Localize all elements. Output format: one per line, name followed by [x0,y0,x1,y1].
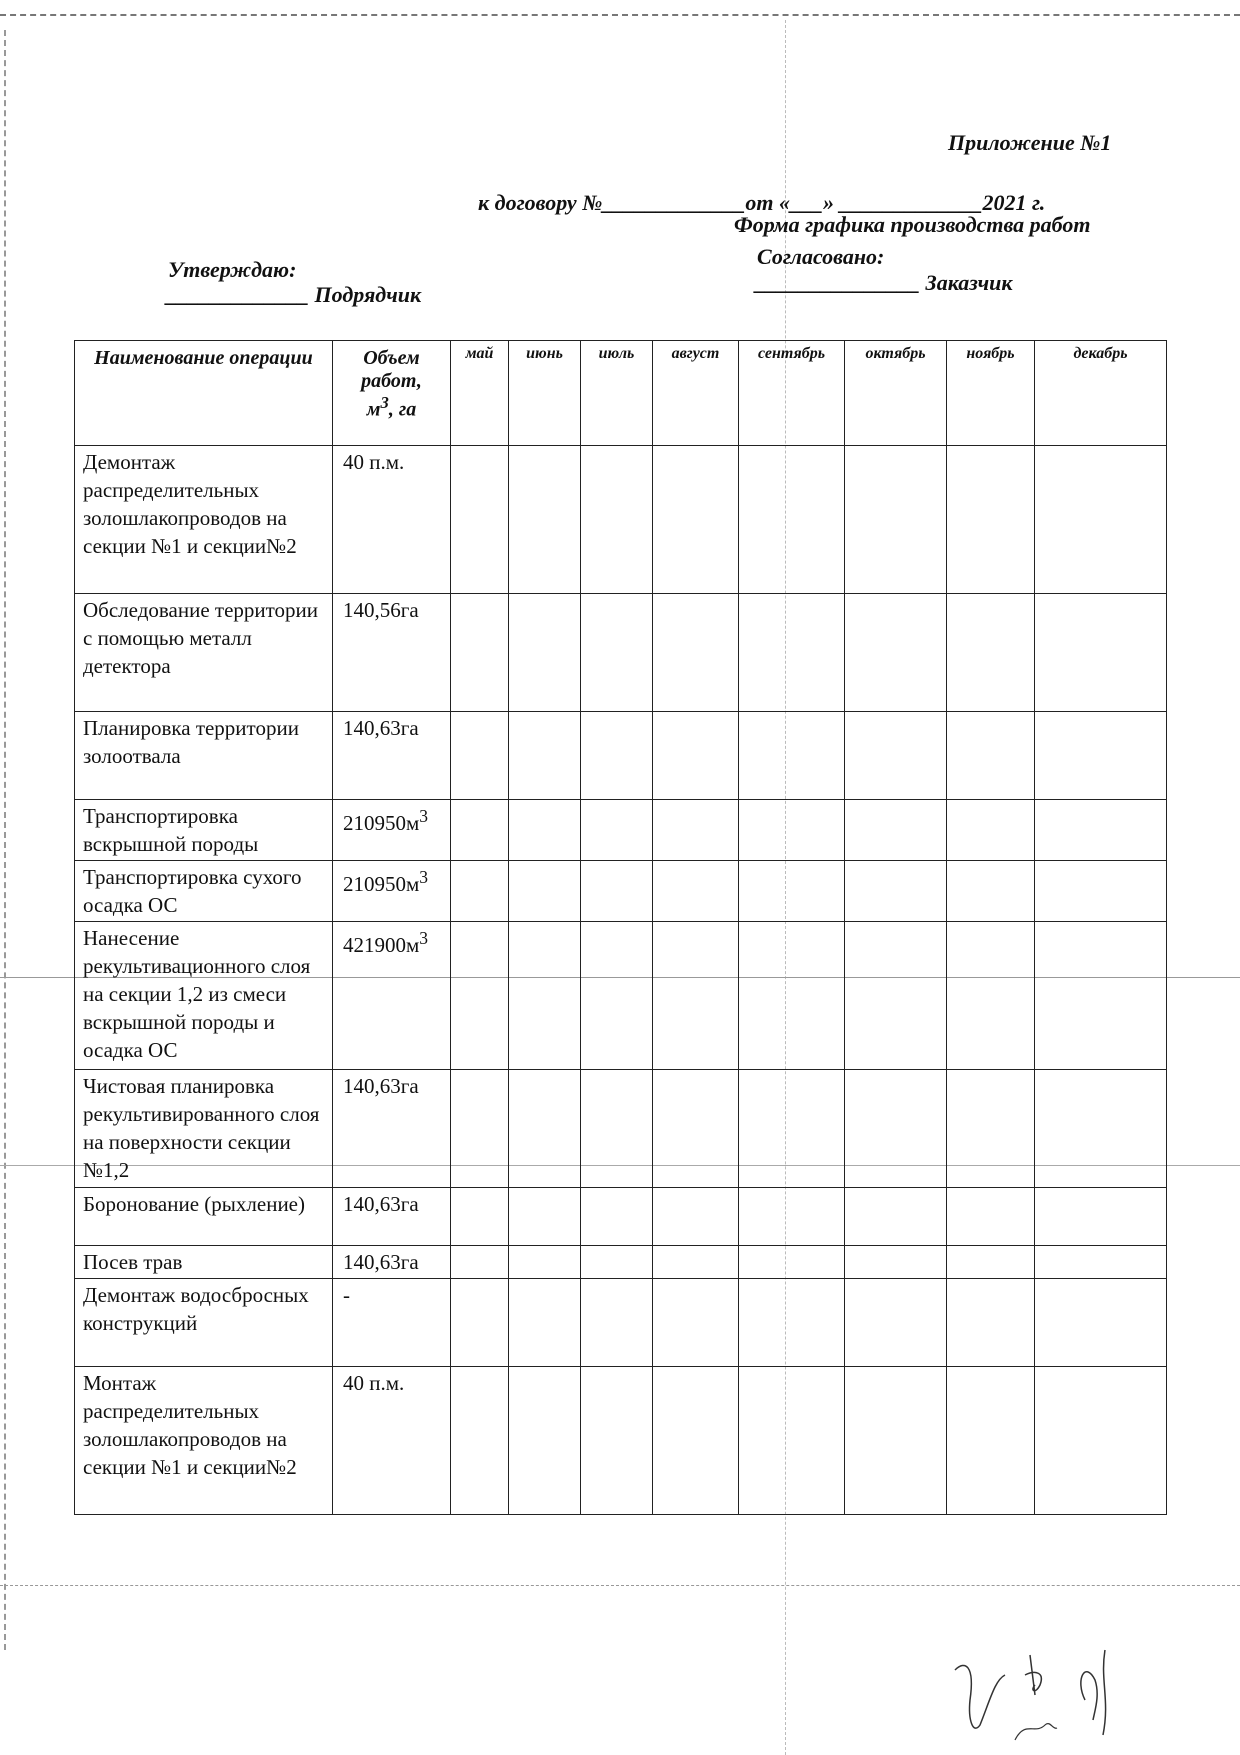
volume-header-sup: 3 [380,393,389,412]
month-cell [509,861,581,922]
month-cell [451,1188,509,1246]
month-cell [1035,1070,1167,1188]
handwritten-signatures-icon [935,1640,1175,1750]
operation-cell: Боронование (рыхление) [75,1188,333,1246]
table-row [75,922,1167,1070]
month-cell [581,861,653,922]
volume-cell [333,800,451,861]
volume-value: 140,63га [343,716,419,740]
month-cell [653,861,739,922]
table-row [75,712,1167,800]
month-cell [1035,1279,1167,1367]
month-cell [947,861,1035,922]
scan-border-top [0,14,1240,16]
volume-cell [333,1367,451,1515]
approve-label: Утверждаю: [168,257,297,282]
volume-cell [333,1246,451,1279]
month-cell [581,446,653,594]
volume-cell [333,1188,451,1246]
month-cell [739,1367,845,1515]
form-title: Форма графика производства работ [734,212,1091,237]
operation-cell: Обследование территории с помощью металл детектора [75,594,333,712]
month-cell [653,446,739,594]
month-cell [739,1070,845,1188]
column-header-month: ноябрь [947,341,1035,446]
table-row [75,1070,1167,1188]
month-cell [845,922,947,1070]
month-cell [1035,1367,1167,1515]
month-cell [947,712,1035,800]
volume-superscript: 3 [419,806,429,826]
volume-value: 210950м [343,872,420,896]
month-cell [509,446,581,594]
month-cell [581,922,653,1070]
month-cell [1035,861,1167,922]
month-cell [653,594,739,712]
month-cell [1035,712,1167,800]
month-cell [653,1188,739,1246]
month-cell [845,1367,947,1515]
month-cell [451,1070,509,1188]
volume-value: 40 п.м. [343,1371,405,1395]
month-cell [739,1279,845,1367]
month-cell [653,712,739,800]
column-header-month: май [451,341,509,446]
month-cell [653,800,739,861]
month-cell [739,800,845,861]
month-cell [845,594,947,712]
operation-cell: Планировка территории золоотвала [75,712,333,800]
month-cell [739,861,845,922]
volume-value: 421900м [343,933,420,957]
month-cell [947,1070,1035,1188]
contractor-signature-line: _____________ Подрядчик [166,282,422,307]
month-cell [845,861,947,922]
column-header-month: сентябрь [739,341,845,446]
month-cell [1035,594,1167,712]
volume-value: 140,63га [343,1192,419,1216]
column-header-month: август [653,341,739,446]
month-cell [509,800,581,861]
month-cell [1035,446,1167,594]
operation-cell: Транспортировка сухого осадка ОС [75,861,333,922]
volume-value: 140,56га [343,598,419,622]
month-cell [1035,1188,1167,1246]
volume-superscript: 3 [419,928,429,948]
month-cell [581,594,653,712]
month-cell [947,800,1035,861]
table-header-row [75,341,1167,446]
table-row [75,594,1167,712]
month-cell [451,594,509,712]
table-row [75,1246,1167,1279]
month-cell [581,712,653,800]
month-cell [451,861,509,922]
month-cell [581,800,653,861]
customer-signature-line: _______________ Заказчик [755,270,1013,295]
month-cell [947,1279,1035,1367]
month-cell [509,1367,581,1515]
month-cell [581,1246,653,1279]
volume-header-tail: , га [388,398,417,421]
month-cell [947,922,1035,1070]
month-cell [451,1246,509,1279]
month-cell [653,1279,739,1367]
table-row [75,1279,1167,1367]
volume-header-line1: Объем [363,347,420,369]
month-cell [451,712,509,800]
month-cell [947,594,1035,712]
month-cell [509,594,581,712]
volume-value: 40 п.м. [343,450,405,474]
month-cell [509,1279,581,1367]
month-cell [581,1279,653,1367]
volume-cell [333,861,451,922]
month-cell [451,446,509,594]
operation-cell: Монтаж распределительных золошлакопроводов на секции №1 и секции№2 [75,1367,333,1515]
table-row [75,861,1167,922]
volume-value: 140,63га [343,1074,419,1098]
column-header-volume [333,341,451,446]
operation-cell: Чистовая планировка рекультивированного слоя на поверхности секции №1,2 [75,1070,333,1188]
volume-superscript: 3 [419,867,429,887]
volume-header-line2: работ, [361,370,422,392]
scan-border-left [4,30,6,1650]
volume-cell [333,446,451,594]
month-cell [947,1367,1035,1515]
month-cell [739,922,845,1070]
volume-header-unit: м [366,398,381,421]
month-cell [739,1188,845,1246]
month-cell [509,922,581,1070]
operation-cell: Демонтаж водосбросных конструкций [75,1279,333,1367]
volume-value: - [343,1283,350,1307]
month-cell [509,1070,581,1188]
month-cell [845,1188,947,1246]
appendix-title: Приложение №1 [948,130,1112,155]
month-cell [509,712,581,800]
month-cell [653,922,739,1070]
agreed-label: Согласовано: [757,244,885,269]
volume-value: 140,63га [343,1250,419,1274]
month-cell [739,1246,845,1279]
month-cell [845,1279,947,1367]
month-cell [653,1246,739,1279]
volume-value: 210950м [343,811,420,835]
month-cell [845,712,947,800]
month-cell [581,1188,653,1246]
month-cell [845,446,947,594]
volume-cell [333,1070,451,1188]
month-cell [947,1246,1035,1279]
operation-cell: Демонтаж распределительных золошлакопроводов на секции №1 и секции№2 [75,446,333,594]
column-header-month: июль [581,341,653,446]
month-cell [451,800,509,861]
month-cell [1035,800,1167,861]
month-cell [739,594,845,712]
table-row [75,1367,1167,1515]
month-cell [509,1188,581,1246]
month-cell [845,1246,947,1279]
table-row [75,1188,1167,1246]
column-header-month: октябрь [845,341,947,446]
operation-cell: Посев трав [75,1246,333,1279]
month-cell [451,922,509,1070]
month-cell [947,446,1035,594]
column-header-month: декабрь [1035,341,1167,446]
month-cell [947,1188,1035,1246]
month-cell [739,712,845,800]
month-cell [451,1367,509,1515]
month-cell [739,446,845,594]
volume-cell [333,922,451,1070]
month-cell [653,1367,739,1515]
month-cell [845,1070,947,1188]
operation-cell: Нанесение рекультивационного слоя на секции 1,2 из смеси вскрышной породы и осадка ОС [75,922,333,1070]
month-cell [1035,1246,1167,1279]
column-header-operation: Наименование операции [75,341,333,446]
month-cell [1035,922,1167,1070]
month-cell [653,1070,739,1188]
month-cell [581,1070,653,1188]
table-row [75,800,1167,861]
scan-border-bottom [0,1585,1240,1586]
volume-cell [333,1279,451,1367]
volume-cell [333,712,451,800]
work-schedule-table [74,340,1167,1515]
month-cell [845,800,947,861]
month-cell [509,1246,581,1279]
operation-cell: Транспортировка вскрышной породы [75,800,333,861]
volume-cell [333,594,451,712]
month-cell [451,1279,509,1367]
column-header-month: июнь [509,341,581,446]
table-row [75,446,1167,594]
contract-reference: к договору №_____________от «___» _____________2021 г. [478,190,1046,215]
month-cell [581,1367,653,1515]
